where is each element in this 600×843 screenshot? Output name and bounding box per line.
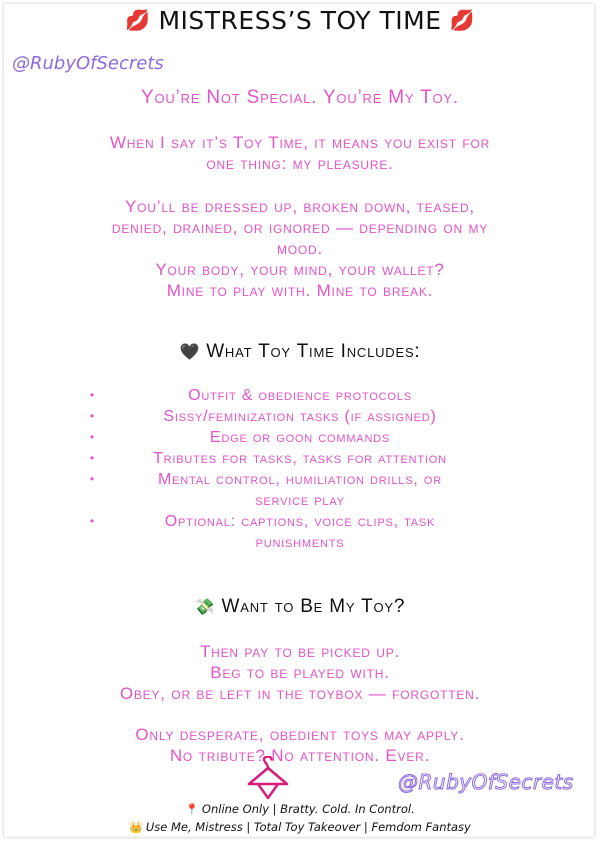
list-item: [0, 448, 600, 469]
item-text: punishments: [255, 534, 345, 551]
footer-line-1: [0, 802, 600, 816]
includes-heading: [0, 341, 600, 363]
lips-icon: 💋: [125, 8, 151, 32]
heading-text: Want to Be My Toy?: [221, 596, 406, 617]
text-line: Your body, your mind, your wallet?: [155, 260, 445, 279]
text-line: When I say it’s Toy Time, it means you exist for: [109, 133, 491, 152]
text-line: No tribute? No attention. Ever.: [169, 746, 431, 765]
includes-list: [0, 385, 600, 553]
item-text: Sissy/feminization tasks (if assigned): [163, 408, 437, 425]
creator-handle: @RubyOfSecrets: [12, 53, 164, 74]
want-paragraph-1: [0, 641, 600, 704]
item-text: • Optional: captions, voice clips, task: [164, 513, 436, 530]
heading-text: What Toy Time Includes:: [206, 341, 421, 362]
text-line: Mine to play with. Mine to break.: [166, 281, 434, 300]
text-line: mood.: [276, 239, 324, 258]
item-text: • Mental control, humiliation drills, or: [158, 471, 442, 488]
hanger-icon: [246, 756, 290, 806]
list-item: [0, 385, 600, 406]
want-paragraph-2: [0, 724, 600, 766]
item-text: Outfit & obedience protocols: [188, 387, 412, 404]
text-line: Then pay to be picked up.: [199, 642, 401, 661]
crown-icon: 👑: [129, 821, 143, 834]
intro-paragraph-1: [0, 132, 600, 174]
watermark-handle: @RubyOfSecrets: [398, 770, 574, 794]
footer-text: Online Only | Bratty. Cold. In Control.: [201, 802, 415, 816]
text-line: Obey, or be left in the toybox — forgotten.: [119, 684, 481, 703]
tagline: You’re Not Special. You’re My Toy.: [141, 87, 459, 108]
list-item: [0, 511, 600, 553]
want-heading: [0, 596, 600, 618]
list-item: [0, 469, 600, 511]
money-wings-icon: 💸: [194, 599, 216, 616]
page-title: [0, 6, 600, 35]
list-item: [0, 406, 600, 427]
footer-text: Use Me, Mistress | Total Toy Takeover | Femdom Fantasy: [145, 820, 471, 834]
item-text: Tributes for tasks, tasks for attention: [153, 450, 447, 467]
item-text: service play: [255, 492, 345, 509]
list-item: [0, 427, 600, 448]
title-text: MISTRESS’S TOY TIME: [158, 6, 442, 35]
item-text: Edge or goon commands: [209, 429, 391, 446]
intro-paragraph-2: [0, 196, 600, 301]
text-line: denied, drained, or ignored — depending on my: [111, 218, 489, 237]
black-heart-icon: 🖤: [179, 344, 201, 361]
text-line: Only desperate, obedient toys may apply.: [135, 725, 465, 744]
lips-icon: 💋: [449, 8, 475, 32]
footer-line-2: [0, 820, 600, 834]
text-line: You’ll be dressed up, broken down, teased,: [125, 197, 475, 216]
text-line: Beg to be played with.: [210, 663, 390, 682]
pin-icon: 📍: [185, 803, 199, 816]
text-line: one thing: my pleasure.: [206, 154, 394, 173]
